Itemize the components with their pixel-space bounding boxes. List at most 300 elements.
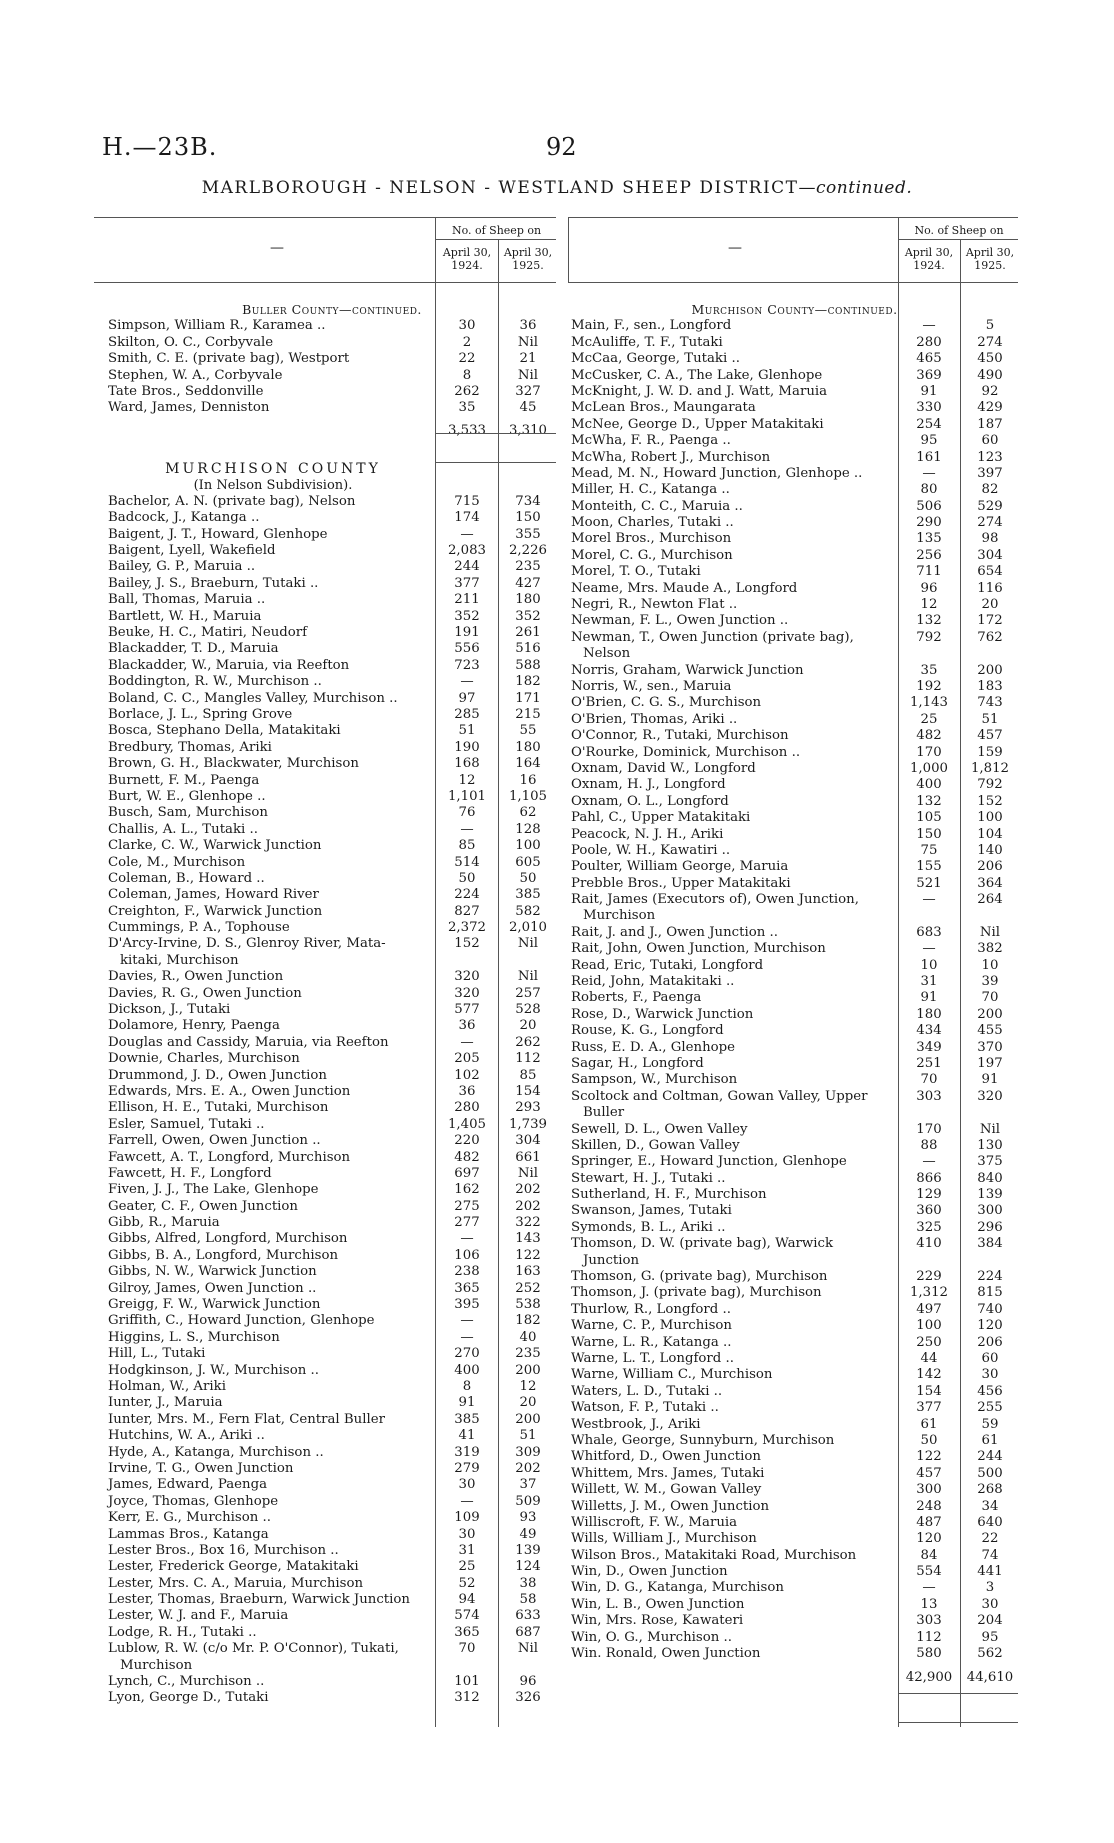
- sheep-1925: 455: [977, 1023, 1003, 1039]
- murchison-cont-row: [571, 1548, 1018, 1564]
- owner-name: Hyde, A., Katanga, Murchison ..: [108, 1444, 324, 1460]
- murchison-row: [108, 1592, 556, 1608]
- buller-row: [108, 368, 556, 384]
- sheep-1924: 1,405: [447, 1116, 487, 1132]
- murchison-row: [108, 1690, 556, 1706]
- murchison-row: [108, 1608, 556, 1624]
- sheep-1925: 104: [977, 826, 1003, 842]
- sheep-1924: 13: [920, 1596, 938, 1612]
- owner-name: Win, D. G., Katanga, Murchison: [571, 1580, 784, 1596]
- sheep-1924: 84: [920, 1547, 938, 1563]
- sheep-1924: 120: [916, 1531, 942, 1547]
- sheep-1924: 683: [916, 924, 942, 940]
- murchison-row: [108, 510, 556, 526]
- owner-name: Esler, Samuel, Tutaki ..: [108, 1116, 265, 1132]
- murchison-cont-row: [571, 1384, 1018, 1400]
- sheep-1924: 270: [454, 1346, 480, 1362]
- murchison-row: [108, 1330, 556, 1346]
- sheep-1924: 577: [454, 1002, 480, 1018]
- sheep-1925: 633: [515, 1608, 541, 1624]
- murchison-row: [108, 855, 556, 871]
- murchison-cont-row: [571, 1482, 1018, 1498]
- sheep-1924: 100: [916, 1318, 942, 1334]
- sheep-1925: 687: [515, 1624, 541, 1640]
- sheep-1925: 224: [977, 1269, 1003, 1285]
- murchison-row: [108, 1527, 556, 1543]
- sheep-1924: 95: [920, 433, 938, 449]
- sheep-1925: 172: [977, 613, 1003, 629]
- sheep-1925: 200: [977, 1006, 1003, 1022]
- sheep-1925: 206: [977, 1334, 1003, 1350]
- sheep-1925: 204: [977, 1613, 1003, 1629]
- left-subhead-rule: [435, 239, 556, 240]
- murchison-cont-row: [571, 400, 1018, 416]
- sheep-1925: 150: [515, 510, 541, 526]
- murchison-row: [108, 1576, 556, 1592]
- sheep-1925: 2,010: [508, 920, 548, 936]
- murchison-cont-row: [571, 630, 1018, 646]
- murchison-row: [108, 756, 556, 772]
- owner-name: Wills, William J., Murchison: [571, 1531, 757, 1547]
- owner-name: Busch, Sam, Murchison: [108, 805, 268, 821]
- murchison-cont-row: [571, 613, 1018, 629]
- sheep-1925: 93: [519, 1510, 537, 1526]
- sheep-1924: 170: [916, 1121, 942, 1137]
- murchison-row: [108, 1445, 556, 1461]
- left-column: [108, 302, 556, 1707]
- sheep-1924: 320: [454, 985, 480, 1001]
- sheep-1924: 1,312: [909, 1285, 949, 1301]
- sheep-1924: 325: [916, 1219, 942, 1235]
- murchison-cont-row: [571, 663, 1018, 679]
- owner-name: Ellison, H. E., Tutaki, Murchison: [108, 1100, 329, 1116]
- right-left-border: [568, 217, 569, 282]
- sheep-1924: 1,101: [447, 788, 487, 804]
- murchison-cont-row: [571, 450, 1018, 466]
- owner-name: Springer, E., Howard Junction, Glenhope: [571, 1154, 847, 1170]
- page-number: 92: [546, 133, 577, 161]
- murchison-cont-row: [571, 384, 1018, 400]
- sheep-1924: 35: [458, 400, 476, 416]
- sheep-1924: 410: [916, 1236, 942, 1252]
- murchison-cont-row: [571, 679, 1018, 695]
- sheep-1925: 91: [981, 1072, 999, 1088]
- murchison-row: [108, 707, 556, 723]
- owner-name: Lester, Mrs. C. A., Maruia, Murchison: [108, 1575, 364, 1591]
- murchison-cont-row: [571, 1400, 1018, 1416]
- owner-name: Poole, W. H., Kawatiri ..: [571, 842, 731, 858]
- sheep-1925: 2,226: [508, 543, 548, 559]
- murchison-continued-heading: Murchison County—continued.: [691, 302, 898, 317]
- owner-name: Mead, M. N., Howard Junction, Glenhope ..: [571, 465, 863, 481]
- right-column: [571, 302, 1018, 1687]
- sheep-1924: 52: [458, 1575, 476, 1591]
- owner-name: Thomson, J. (private bag), Murchison: [571, 1285, 822, 1301]
- sheep-1925: Nil: [517, 936, 539, 952]
- owner-name: Thurlow, R., Longford ..: [571, 1301, 731, 1317]
- murchison-cont-row: [571, 1646, 1018, 1662]
- owner-name: Cummings, P. A., Tophouse: [108, 920, 290, 936]
- sheep-1925: Nil: [517, 334, 539, 350]
- sheep-1924: 497: [916, 1301, 942, 1317]
- owner-name: Oxnam, O. L., Longford: [571, 793, 729, 809]
- sheep-1925: 95: [981, 1629, 999, 1645]
- sheep-1925: Nil: [979, 1121, 1001, 1137]
- sheep-1924: 91: [920, 383, 938, 399]
- sheep-1925: 100: [515, 838, 541, 854]
- owner-name: Rait, James (Executors of), Owen Junction,: [571, 892, 859, 908]
- sheep-1924: —: [460, 821, 474, 837]
- sheep-1925: 262: [515, 1034, 541, 1050]
- murchison-cont-row: [571, 761, 1018, 777]
- murchison-cont-row: [571, 1318, 1018, 1334]
- sheep-1925: 384: [977, 1236, 1003, 1252]
- owner-name: Wilson Bros., Matakitaki Road, Murchison: [571, 1547, 857, 1563]
- sheep-1924: 554: [916, 1564, 942, 1580]
- murchison-cont-row: [571, 531, 1018, 547]
- murchison-cont-row: [571, 1138, 1018, 1154]
- sheep-1925: 654: [977, 564, 1003, 580]
- owner-name: Rait, J. and J., Owen Junction ..: [571, 924, 778, 940]
- sheep-1924: 152: [454, 936, 480, 952]
- owner-name: O'Brien, C. G. S., Murchison: [571, 695, 762, 711]
- sheep-1924: 132: [916, 613, 942, 629]
- sheep-1925: 59: [981, 1416, 999, 1432]
- sheep-1925: 16: [519, 772, 537, 788]
- sheep-1925: 322: [515, 1215, 541, 1231]
- sheep-1925: 244: [977, 1449, 1003, 1465]
- owner-name: Lublow, R. W. (c/o Mr. P. O'Connor), Tukati,: [108, 1641, 399, 1657]
- murchison-row: [108, 1510, 556, 1526]
- murchison-row: [108, 576, 556, 592]
- sheep-1924: 1,143: [909, 695, 949, 711]
- sheep-1925: 58: [519, 1592, 537, 1608]
- murchison-cont-row: [571, 1515, 1018, 1531]
- sheep-1925: 640: [977, 1514, 1003, 1530]
- sheep-1925: 139: [977, 1187, 1003, 1203]
- murchison-cont-row: [571, 351, 1018, 367]
- owner-name: Whittem, Mrs. James, Tutaki: [571, 1465, 765, 1481]
- murchison-row: [108, 1199, 556, 1215]
- owner-name: Downie, Charles, Murchison: [108, 1051, 300, 1067]
- owner-name: McWha, Robert J., Murchison: [571, 449, 771, 465]
- owner-name: Win, L. B., Owen Junction: [571, 1596, 745, 1612]
- murchison-row: [108, 1641, 556, 1657]
- murchison-cont-row: [571, 1351, 1018, 1367]
- right-col2-header: April 30, 1925.: [965, 246, 1015, 272]
- sheep-1925: Nil: [517, 1641, 539, 1657]
- murchison-cont-row: [571, 1220, 1018, 1236]
- murchison-row: [108, 773, 556, 789]
- murchison-cont-row: [571, 482, 1018, 498]
- owner-name: Stephen, W. A., Corbyvale: [108, 367, 283, 383]
- owner-name: Burt, W. E., Glenhope ..: [108, 788, 266, 804]
- owner-name: Moon, Charles, Tutaki ..: [571, 515, 734, 531]
- sheep-1925: 116: [977, 580, 1003, 596]
- sheep-1924: 279: [454, 1460, 480, 1476]
- sheep-1925: 605: [515, 854, 541, 870]
- sheep-1924: 10: [920, 957, 938, 973]
- sheep-1924: 91: [458, 1395, 476, 1411]
- owner-name: Buller: [583, 1105, 625, 1121]
- owner-name: Blackadder, W., Maruia, via Reefton: [108, 657, 350, 673]
- sheep-1924: 244: [454, 559, 480, 575]
- murchison-row: [108, 1182, 556, 1198]
- sheep-1924: 205: [454, 1051, 480, 1067]
- buller-county-heading: Buller County—continued.: [242, 302, 422, 317]
- owner-name: McCusker, C. A., The Lake, Glenhope: [571, 367, 823, 383]
- sheep-1924: 2,083: [447, 543, 487, 559]
- right-subhead-rule: [898, 239, 1018, 240]
- owner-name: Joyce, Thomas, Glenhope: [108, 1493, 279, 1509]
- right-sheep-on-header: No. of Sheep on: [914, 224, 1004, 237]
- owner-name: Gibb, R., Maruia: [108, 1215, 220, 1231]
- owner-name: Lester Bros., Box 16, Murchison ..: [108, 1542, 339, 1558]
- owner-name: Blackadder, T. D., Maruia: [108, 641, 279, 657]
- murchison-cont-row: [571, 1302, 1018, 1318]
- sheep-1924: 262: [454, 383, 480, 399]
- sheep-1925: 36: [519, 318, 537, 334]
- sheep-1925: 304: [977, 547, 1003, 563]
- sheep-1925: 1,739: [508, 1116, 548, 1132]
- murchison-total-1925: 44,610: [966, 1670, 1014, 1686]
- sheep-1924: —: [460, 1034, 474, 1050]
- murchison-cont-row: [571, 745, 1018, 761]
- sheep-1925: 840: [977, 1170, 1003, 1186]
- murchison-cont-row: [571, 1580, 1018, 1596]
- sheep-1924: 8: [462, 1379, 472, 1394]
- sheep-1925: 206: [977, 859, 1003, 875]
- murchison-row: [108, 1674, 556, 1690]
- sheep-1924: —: [922, 892, 936, 908]
- sheep-1925: 562: [977, 1646, 1003, 1662]
- owner-name: Thomson, G. (private bag), Murchison: [571, 1269, 828, 1285]
- sheep-1924: 80: [920, 482, 938, 498]
- owner-name: McCaa, George, Tutaki ..: [571, 351, 740, 367]
- murchison-cont-row: [571, 1531, 1018, 1547]
- owner-name: Reid, John, Matakitaki ..: [571, 974, 735, 990]
- sheep-1925: 261: [515, 625, 541, 641]
- murchison-row: [108, 641, 556, 657]
- owner-name: Whale, George, Sunnyburn, Murchison: [571, 1432, 835, 1448]
- sheep-1925: 792: [977, 777, 1003, 793]
- document-reference: H.—23B.: [102, 133, 218, 161]
- sheep-1925: 120: [977, 1318, 1003, 1334]
- sheep-1925: 128: [515, 821, 541, 837]
- sheep-1924: —: [922, 465, 936, 481]
- sheep-1924: 229: [916, 1269, 942, 1285]
- sheep-1924: 161: [916, 449, 942, 465]
- murchison-row: [108, 543, 556, 559]
- murchison-row: [108, 1051, 556, 1067]
- owner-name: D'Arcy-Irvine, D. S., Glenroy River, Mata-: [108, 936, 386, 952]
- sheep-1925: 164: [515, 756, 541, 772]
- owner-name: Rose, D., Warwick Junction: [571, 1006, 754, 1022]
- owner-name: McNee, George D., Upper Matakitaki: [571, 416, 824, 432]
- sheep-1924: 574: [454, 1608, 480, 1624]
- sheep-1924: 792: [916, 629, 942, 645]
- buller-row: [108, 351, 556, 367]
- sheep-1925: 740: [977, 1301, 1003, 1317]
- sheep-1925: 429: [977, 400, 1003, 416]
- sheep-1925: 734: [515, 493, 541, 509]
- sheep-1924: 61: [920, 1416, 938, 1432]
- sheep-1924: 290: [916, 515, 942, 531]
- sheep-1924: 521: [916, 875, 942, 891]
- murchison-cont-row: [571, 1203, 1018, 1219]
- sheep-1925: 20: [981, 597, 999, 613]
- murchison-cont-row: [571, 892, 1018, 908]
- sheep-1925: 528: [515, 1002, 541, 1018]
- sheep-1925: 457: [977, 728, 1003, 744]
- murchison-cont-row: [571, 1253, 1018, 1269]
- owner-name: Davies, R., Owen Junction: [108, 969, 284, 985]
- owner-name: Willetts, J. M., Owen Junction: [571, 1498, 770, 1514]
- murchison-cont-row: [571, 876, 1018, 892]
- owner-name: Waters, L. D., Tutaki ..: [571, 1383, 723, 1399]
- murchison-row: [108, 1002, 556, 1018]
- sheep-1924: —: [460, 526, 474, 542]
- sheep-1925: 30: [981, 1596, 999, 1612]
- sheep-1925: 154: [515, 1083, 541, 1099]
- sheep-1925: Nil: [517, 969, 539, 985]
- sheep-1924: 94: [458, 1592, 476, 1608]
- sheep-1925: 264: [977, 892, 1003, 908]
- owner-name: Ball, Thomas, Maruia ..: [108, 592, 266, 608]
- sheep-1925: 163: [515, 1264, 541, 1280]
- owner-name: Borlace, J. L., Spring Grove: [108, 706, 293, 722]
- sheep-1924: 190: [454, 739, 480, 755]
- murchison-row: [108, 1461, 556, 1477]
- owner-name: Swanson, James, Tutaki: [571, 1203, 732, 1219]
- sheep-1924: 8: [462, 367, 472, 383]
- owner-name: McAuliffe, T. F., Tutaki: [571, 334, 723, 350]
- owner-name: Gibbs, N. W., Warwick Junction: [108, 1264, 317, 1280]
- sheep-1924: 50: [920, 1432, 938, 1448]
- owner-name: Warne, L. T., Longford ..: [571, 1351, 734, 1366]
- murchison-row: [108, 625, 556, 641]
- murchison-row: [108, 1166, 556, 1182]
- owner-name: Lynch, C., Murchison ..: [108, 1674, 265, 1690]
- sheep-1924: 35: [920, 662, 938, 678]
- murchison-cont-row: [571, 810, 1018, 826]
- sheep-1925: 74: [981, 1547, 999, 1563]
- sheep-1924: 12: [920, 597, 938, 613]
- murchison-cont-row: [571, 335, 1018, 351]
- sheep-1924: 96: [920, 580, 938, 596]
- sheep-1924: 132: [916, 793, 942, 809]
- sheep-1924: 280: [454, 1100, 480, 1116]
- sheep-1924: 129: [916, 1187, 942, 1203]
- owner-name: Poulter, William George, Maruia: [571, 859, 789, 875]
- sheep-1925: 326: [515, 1690, 541, 1706]
- sheep-1924: 88: [920, 1137, 938, 1153]
- sheep-1924: 106: [454, 1247, 480, 1263]
- sheep-1924: 275: [454, 1198, 480, 1214]
- owner-name: Creighton, F., Warwick Junction: [108, 903, 323, 919]
- sheep-1925: 130: [977, 1137, 1003, 1153]
- owner-name: Dolamore, Henry, Paenga: [108, 1018, 280, 1034]
- owner-name: Drummond, J. D., Owen Junction: [108, 1067, 327, 1083]
- title-main: MARLBOROUGH - NELSON - WESTLAND SHEEP DISTRICT: [201, 178, 799, 198]
- sheep-1925: 22: [981, 1531, 999, 1547]
- sheep-1924: 50: [458, 870, 476, 886]
- sheep-1925: 274: [977, 515, 1003, 531]
- owner-name: Win. Ronald, Owen Junction: [571, 1646, 761, 1662]
- owner-name: Iunter, Mrs. M., Fern Flat, Central Buller: [108, 1411, 385, 1427]
- owner-name: Smith, C. E. (private bag), Westport: [108, 351, 350, 367]
- sheep-1925: 309: [515, 1444, 541, 1460]
- sheep-1925: 61: [981, 1432, 999, 1448]
- murchison-row: [108, 1412, 556, 1428]
- sheep-1925: 364: [977, 875, 1003, 891]
- murchison-row: [108, 494, 556, 510]
- sheep-1925: 490: [977, 367, 1003, 383]
- sheep-1925: 252: [515, 1280, 541, 1296]
- murchison-row: [108, 953, 556, 969]
- murchison-row: [108, 740, 556, 756]
- sheep-1924: 248: [916, 1498, 942, 1514]
- owner-name: Scoltock and Coltman, Gowan Valley, Upper: [571, 1088, 868, 1104]
- murchison-row: [108, 1215, 556, 1231]
- owner-name: Newman, T., Owen Junction (private bag),: [571, 629, 854, 645]
- sheep-1924: 285: [454, 706, 480, 722]
- owner-name: Main, F., sen., Longford: [571, 318, 732, 334]
- sheep-1924: 580: [916, 1646, 942, 1662]
- owner-name: Newman, F. L., Owen Junction ..: [571, 613, 789, 629]
- sheep-1925: 159: [977, 744, 1003, 760]
- owner-name: Hutchins, W. A., Ariki ..: [108, 1428, 265, 1444]
- owner-name: Fiven, J. J., The Lake, Glenhope: [108, 1182, 319, 1198]
- murchison-total-bottom-rule: [898, 1722, 1018, 1723]
- sheep-1925: 661: [515, 1149, 541, 1165]
- sheep-1924: —: [460, 1493, 474, 1509]
- murchison-cont-row: [571, 368, 1018, 384]
- sheep-1925: 180: [515, 739, 541, 755]
- sheep-1925: 327: [515, 383, 541, 399]
- owner-name: Sagar, H., Longford: [571, 1055, 704, 1071]
- murchison-cont-row: [571, 827, 1018, 843]
- owner-name: Junction: [583, 1252, 640, 1268]
- sheep-1924: 102: [454, 1067, 480, 1083]
- owner-name: Boland, C. C., Mangles Valley, Murchison ..: [108, 690, 398, 706]
- murchison-cont-row: [571, 1154, 1018, 1170]
- owner-name: Norris, Graham, Warwick Junction: [571, 662, 804, 678]
- sheep-1924: 44: [920, 1351, 938, 1366]
- murchison-row: [108, 838, 556, 854]
- owner-name: Read, Eric, Tutaki, Longford: [571, 957, 764, 973]
- sheep-1925: 140: [977, 842, 1003, 858]
- murchison-cont-row: [571, 712, 1018, 728]
- murchison-row: [108, 871, 556, 887]
- sheep-1924: 174: [454, 510, 480, 526]
- owner-name: Murchison: [120, 1657, 193, 1673]
- sheep-1924: 30: [458, 318, 476, 334]
- murchison-cont-row: [571, 1466, 1018, 1482]
- owner-name: Griffith, C., Howard Junction, Glenhope: [108, 1313, 375, 1329]
- sheep-1924: 51: [458, 723, 476, 739]
- murchison-cont-row: [571, 925, 1018, 941]
- sheep-1925: 1,812: [970, 760, 1010, 776]
- murchison-cont-row: [571, 859, 1018, 875]
- murchison-row: [108, 609, 556, 625]
- owner-name: Fawcett, H. F., Longford: [108, 1165, 272, 1181]
- sheep-1925: 20: [519, 1395, 537, 1411]
- sheep-1925: 382: [977, 941, 1003, 957]
- sheep-1924: 180: [916, 1006, 942, 1022]
- sheep-1924: 320: [454, 969, 480, 985]
- right-col1-header: April 30, 1924.: [904, 246, 954, 272]
